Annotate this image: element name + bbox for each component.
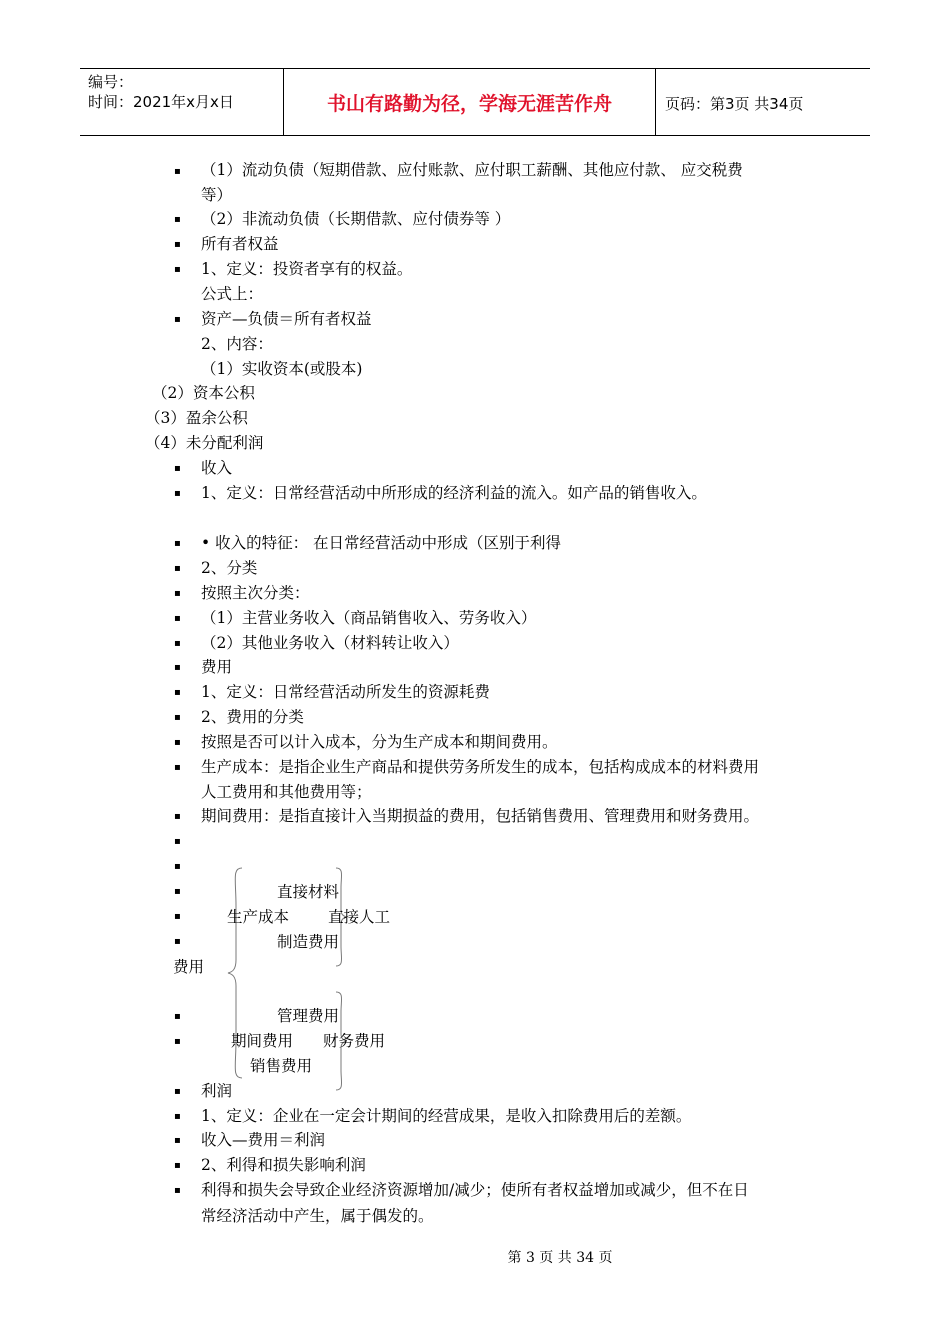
text-line: （2）资本公积 xyxy=(152,384,255,402)
text-line: （1）实收资本(或股本) xyxy=(201,360,363,378)
text-line: （4）未分配利润 xyxy=(145,434,264,452)
bullet-marker: ▪ xyxy=(174,588,181,599)
bullet-marker: ▪ xyxy=(174,239,181,250)
text-line: 资产—负债＝所有者权益 xyxy=(201,310,372,328)
diagram-direct-labor: 直接人工 xyxy=(328,908,391,926)
bullet-marker: ▪ xyxy=(174,1086,181,1097)
bullet-marker: ▪ xyxy=(174,662,181,673)
text-line: 1、定义：投资者享有的权益。 xyxy=(201,260,413,278)
bullet-marker: ▪ xyxy=(174,264,181,275)
bullet-marker: ▪ xyxy=(174,936,181,947)
bullet-marker: ▪ xyxy=(174,166,181,177)
bullet-marker: ▪ xyxy=(174,613,181,624)
text-line: 公式上： xyxy=(201,285,264,303)
bullet-marker: ▪ xyxy=(174,463,181,474)
header-page-number: 页码：第3页 共34页 xyxy=(665,95,804,113)
text-line: 2、费用的分类 xyxy=(201,708,304,726)
text-line: （1）主营业务收入（商品销售收入、劳务收入） xyxy=(201,609,537,627)
text-line: • 收入的特征： 在日常经营活动中形成（区别于利得 xyxy=(201,534,561,552)
section-heading: 利润 xyxy=(201,1082,233,1100)
bullet-marker: ▪ xyxy=(174,836,181,847)
page-footer: 第 3 页 共 34 页 xyxy=(507,1250,613,1266)
header-motto: 书山有路勤为径，学海无涯苦作舟 xyxy=(326,92,612,115)
text-line: 生产成本：是指企业生产商品和提供劳务所发生的成本，包括构成成本的材料费用 xyxy=(201,758,760,776)
text-line: 等） xyxy=(201,186,233,204)
bullet-marker: ▪ xyxy=(174,861,181,872)
bullet-marker: ▪ xyxy=(174,712,181,723)
header-divider xyxy=(655,69,656,135)
bullet-marker: ▪ xyxy=(174,911,181,922)
text-line: （3）盈余公积 xyxy=(145,409,248,427)
bullet-marker: ▪ xyxy=(174,214,181,225)
bullet-marker: ▪ xyxy=(174,1011,181,1022)
text-line: 期间费用：是指直接计入当期损益的费用，包括销售费用、管理费用和财务费用。 xyxy=(201,807,760,825)
bullet-marker: ▪ xyxy=(174,538,181,549)
bullet-marker: ▪ xyxy=(174,811,181,822)
diagram-period-cost: 期间费用 xyxy=(231,1032,294,1050)
bullet-marker: ▪ xyxy=(174,1111,181,1122)
header-meta xyxy=(80,69,283,135)
document-number-label: 编号： xyxy=(88,73,134,91)
diagram-manufacturing-overhead: 制造费用 xyxy=(277,933,340,951)
text-line: 收入—费用＝利润 xyxy=(201,1131,326,1149)
diagram-finance-expense: 财务费用 xyxy=(323,1032,386,1050)
bullet-marker: ▪ xyxy=(174,488,181,499)
text-line: 2、分类 xyxy=(201,559,258,577)
section-heading: 所有者权益 xyxy=(201,235,279,253)
text-line: 2、内容： xyxy=(201,335,273,353)
bullet-marker: ▪ xyxy=(174,1185,181,1196)
bullet-marker: ▪ xyxy=(174,1160,181,1171)
text-line: （1）流动负债（短期借款、应付账款、应付职工薪酬、其他应付款、 应交税费 xyxy=(201,161,743,179)
bullet-marker: ▪ xyxy=(174,762,181,773)
text-line: 常经济活动中产生，属于偶发的。 xyxy=(201,1207,434,1225)
document-date-label: 时间：2021年x月x日 xyxy=(88,93,234,111)
page-header xyxy=(80,68,870,136)
diagram-production-cost: 生产成本 xyxy=(227,908,290,926)
diagram-root-expense: 费用 xyxy=(173,958,205,976)
bullet-marker: ▪ xyxy=(174,886,181,897)
diagram-admin-expense: 管理费用 xyxy=(277,1007,340,1025)
bullet-marker: ▪ xyxy=(174,563,181,574)
diagram-direct-materials: 直接材料 xyxy=(277,883,340,901)
text-line: 按照是否可以计入成本，分为生产成本和期间费用。 xyxy=(201,733,558,751)
text-line: 1、定义：日常经营活动中所形成的经济利益的流入。如产品的销售收入。 xyxy=(201,484,707,502)
bullet-marker: ▪ xyxy=(174,687,181,698)
text-line: 1、定义：企业在一定会计期间的经营成果，是收入扣除费用后的差额。 xyxy=(201,1107,692,1125)
section-heading: 收入 xyxy=(201,459,233,477)
text-line: （2）非流动负债（长期借款、应付债券等 ） xyxy=(201,210,511,228)
diagram-selling-expense: 销售费用 xyxy=(250,1057,313,1075)
bullet-marker: ▪ xyxy=(174,314,181,325)
text-line: 人工费用和其他费用等； xyxy=(201,783,372,801)
bullet-marker: ▪ xyxy=(174,1135,181,1146)
text-line: 1、定义：日常经营活动所发生的资源耗费 xyxy=(201,683,490,701)
text-line: 利得和损失会导致企业经济资源增加/减少；使所有者权益增加或减少，但不在日 xyxy=(201,1181,749,1199)
text-line: 按照主次分类： xyxy=(201,584,310,602)
bullet-marker: ▪ xyxy=(174,737,181,748)
bullet-marker: ▪ xyxy=(174,638,181,649)
bullet-marker: ▪ xyxy=(174,1036,181,1047)
text-line: （2）其他业务收入（材料转让收入） xyxy=(201,634,459,652)
section-heading: 费用 xyxy=(201,658,233,676)
text-line: 2、利得和损失影响利润 xyxy=(201,1156,366,1174)
